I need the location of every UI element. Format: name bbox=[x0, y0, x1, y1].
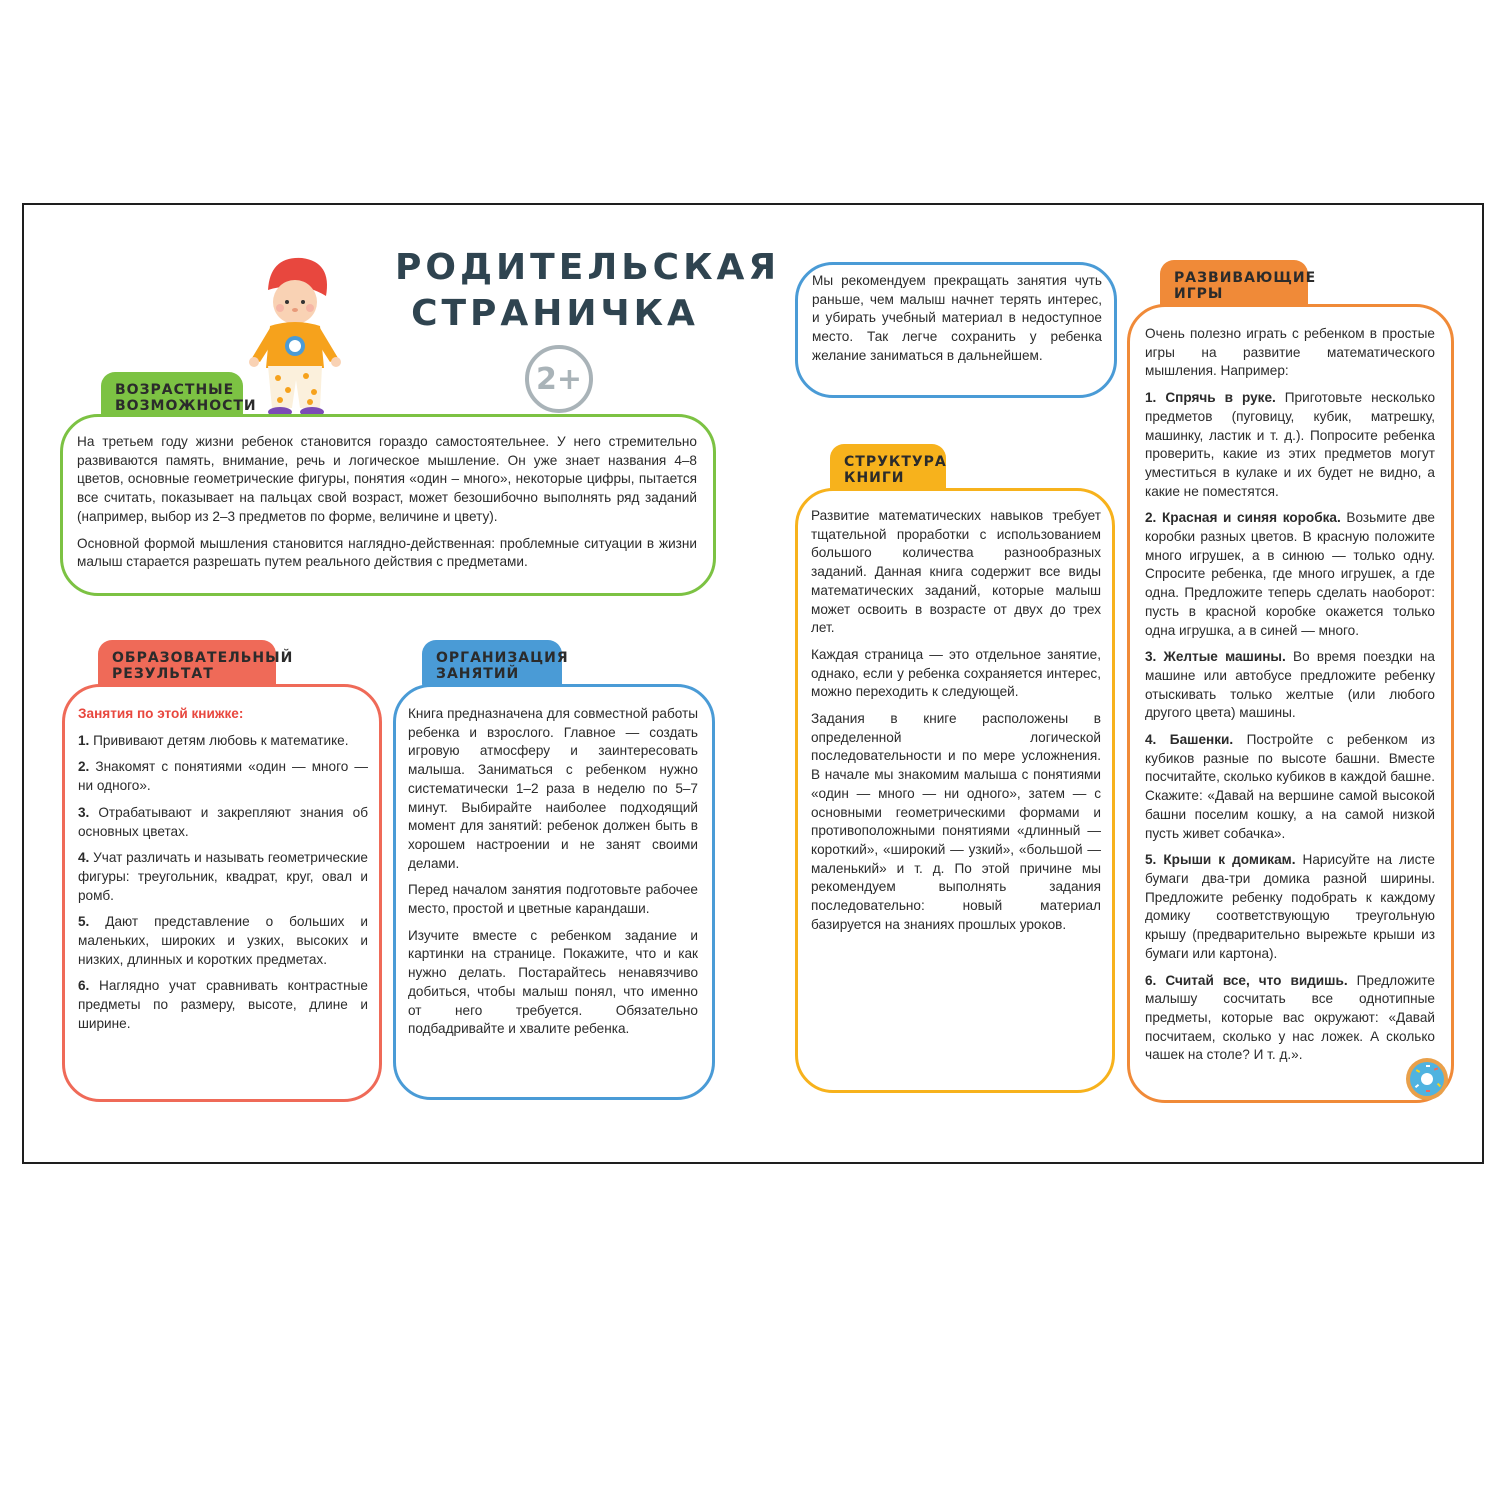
list-item: 6. Наглядно учат сравнивать контрастные предметы по размеру, высоте, длине и ширине. bbox=[78, 978, 368, 1031]
tab-developing-games bbox=[1160, 260, 1317, 308]
age-abilities-text bbox=[77, 433, 697, 580]
tab-line-2: ИГРЫ bbox=[1174, 286, 1224, 302]
paragraph: Развитие математических навыков требует тщательной проработки с использованием большого количества разнообразных заданий. Данная книга содержит все виды математических заданий, которые малыш может освоить в возрасте от двух до трех лет. bbox=[811, 508, 1101, 636]
list-item: 2. Красная и синяя коробка. Возьмите две коробки разных цветов. В красную положите много игрушек, а в синюю — только одну. Спросите ребенка, где много игрушек, а где одна. Предложите теперь сделать наоборот: пусть в красной коробке окажется только одна игрушка, а в синей — много. bbox=[1145, 510, 1435, 638]
tab-book-structure bbox=[830, 444, 946, 492]
paragraph: На третьем году жизни ребенок становится гораздо самостоятельнее. У него стремительно развиваются память, внимание, речь и логическое мышление. Он уже знает названия 4–8 цветов, основные геометрические фигуры, понятия «один – много», некоторые цифры, пытается все считать, показывает на пальцах свой возраст, может безошибочно выполнять ряд заданий (например, выбор из 2–3 предметов по форме, величине и цвету). bbox=[77, 434, 697, 524]
page-title bbox=[395, 245, 781, 337]
list-item: 6. Считай все, что видишь. Предложите малышу сосчитать все однотипные предметы, которые вас окружают: «Давай посчитаем, сколько у нас ложек. А сколько чашек на столе? И т. д.». bbox=[1145, 972, 1435, 1063]
paragraph: Изучите вместе с ребенком задание и картинки на странице. Покажите, что и как нужно делать. Постарайтесь ненавязчиво добиться, чтобы малыш понял, что именно от него требуется. Обязательно подбадривайте и хвалите ребенка. bbox=[408, 927, 698, 1037]
paragraph: Очень полезно играть с ребенком в простые игры на развитие математического мышления. Например: bbox=[1145, 326, 1435, 379]
title-line-1: РОДИТЕЛЬСКАЯ bbox=[395, 247, 781, 288]
tab-line-2: КНИГИ bbox=[844, 470, 905, 486]
tab-line-2: ЗАНЯТИЙ bbox=[436, 666, 520, 682]
tab-line-1: СТРУКТУРА bbox=[844, 454, 947, 470]
list-item: 1. Прививают детям любовь к математике. bbox=[78, 732, 349, 748]
list-item: 3. Желтые машины. Во время поездки на машине или автобусе предложите ребенку отыскивать только желтые (или любого другого цвета) машины. bbox=[1145, 649, 1435, 721]
tab-educational-result bbox=[98, 640, 294, 688]
tab-organization bbox=[422, 640, 569, 688]
tab-line-2: ВОЗМОЖНОСТИ bbox=[115, 398, 257, 414]
tab-line-1: ВОЗРАСТНЫЕ bbox=[115, 382, 235, 398]
paragraph: Мы рекомендуем прекращать занятия чуть раньше, чем малыш начнет терять интерес, и убирать учебный материал в недоступное место. Так легче сохранить у ребенка желание заниматься в дальнейшем. bbox=[812, 273, 1102, 363]
paragraph: Каждая страница — это отдельное занятие, однако, если у ребенка сохраняется интерес, можно переходить к следующей. bbox=[811, 646, 1101, 700]
list-item: 4. Учат различать и называть геометрические фигуры: треугольник, квадрат, круг, овал и ромб. bbox=[78, 850, 368, 903]
tab-line-1: РАЗВИВАЮЩИЕ bbox=[1174, 270, 1317, 286]
recommendation-text bbox=[812, 272, 1102, 374]
result-heading: Занятия по этой книжке: bbox=[78, 706, 244, 721]
list-item: 5. Дают представление о больших и маленьких, широких и узких, высоких и низких, длинных и коротких предметах. bbox=[78, 914, 368, 967]
book-structure-text bbox=[811, 507, 1101, 942]
paragraph: Перед началом занятия подготовьте рабочее место, простой и цветные карандаши. bbox=[408, 882, 698, 917]
list-item: 4. Башенки. Постройте с ребенком из кубиков разные по высоте башни. Вместе посчитайте, сколько кубиков в каждой башне. Скажите: «Давай на вершине самой высокой башни поселим кошку, а на самой низкой пусть живет собачка». bbox=[1145, 732, 1436, 841]
title-line-2: СТРАНИЧКА bbox=[411, 293, 699, 334]
list-item: 1. Спрячь в руке. Приготовьте несколько предметов (пуговицу, кубик, матрешку, машинку, ластик и т. д.). Попросите ребенка проверить, какие из этих предметов могут уместиться в кулаке и их будет не видно, а какие не поместятся. bbox=[1145, 390, 1436, 499]
paragraph: Книга предназначена для совместной работы ребенка и взрослого. Главное — создать игровую атмосферу и заинтересовать малыша. Заниматься с ребенком нужно систематически 1–2 раза в неделю по 5–7 минут. Выбирайте наиболее подходящий момент для занятий: ребенок должен быть в хорошем настроении и не занят своими делами. bbox=[408, 706, 698, 871]
organization-text bbox=[408, 705, 698, 1047]
list-item: 2. Знакомят с понятиями «один — много — ни одного». bbox=[78, 759, 368, 794]
list-item: 3. Отрабатывают и закрепляют знания об основных цветах. bbox=[78, 804, 368, 839]
age-badge: 2+ bbox=[525, 345, 593, 413]
paragraph: Задания в книге расположены в определенной логической последовательности и по мере усложнения. В начале мы знакомим малыша с понятиями «один — много — ни одного», затем — с основными геометрическими формами и противоположными понятиями «длинный — короткий», «широкий — узкий», «большой — маленький» и т. д. По этой причине мы рекомендуем выполнять задания последовательно: новый материал базируется на знаниях прошлых уроков. bbox=[811, 711, 1101, 932]
paragraph: Основной формой мышления становится наглядно-действенная: проблемные ситуации в жизни малыш старается разрешать путем реального действия с предметами. bbox=[77, 535, 697, 570]
tab-line-2: РЕЗУЛЬТАТ bbox=[112, 666, 214, 682]
tab-line-1: ОРГАНИЗАЦИЯ bbox=[436, 650, 569, 666]
child-illustration bbox=[240, 250, 350, 420]
educational-result-text bbox=[78, 705, 368, 1042]
donut-icon bbox=[1404, 1056, 1450, 1102]
developing-games-text bbox=[1145, 325, 1435, 1073]
list-item: 5. Крыши к домикам. Нарисуйте на листе бумаги два-три домика разной ширины. Предложите ребенку подобрать к каждому домику соответствующую треугольную крышу (предварительно вырежьте крыши из бумаги или картона). bbox=[1145, 852, 1435, 961]
tab-age-abilities bbox=[101, 372, 257, 420]
tab-line-1: ОБРАЗОВАТЕЛЬНЫЙ bbox=[112, 650, 294, 666]
